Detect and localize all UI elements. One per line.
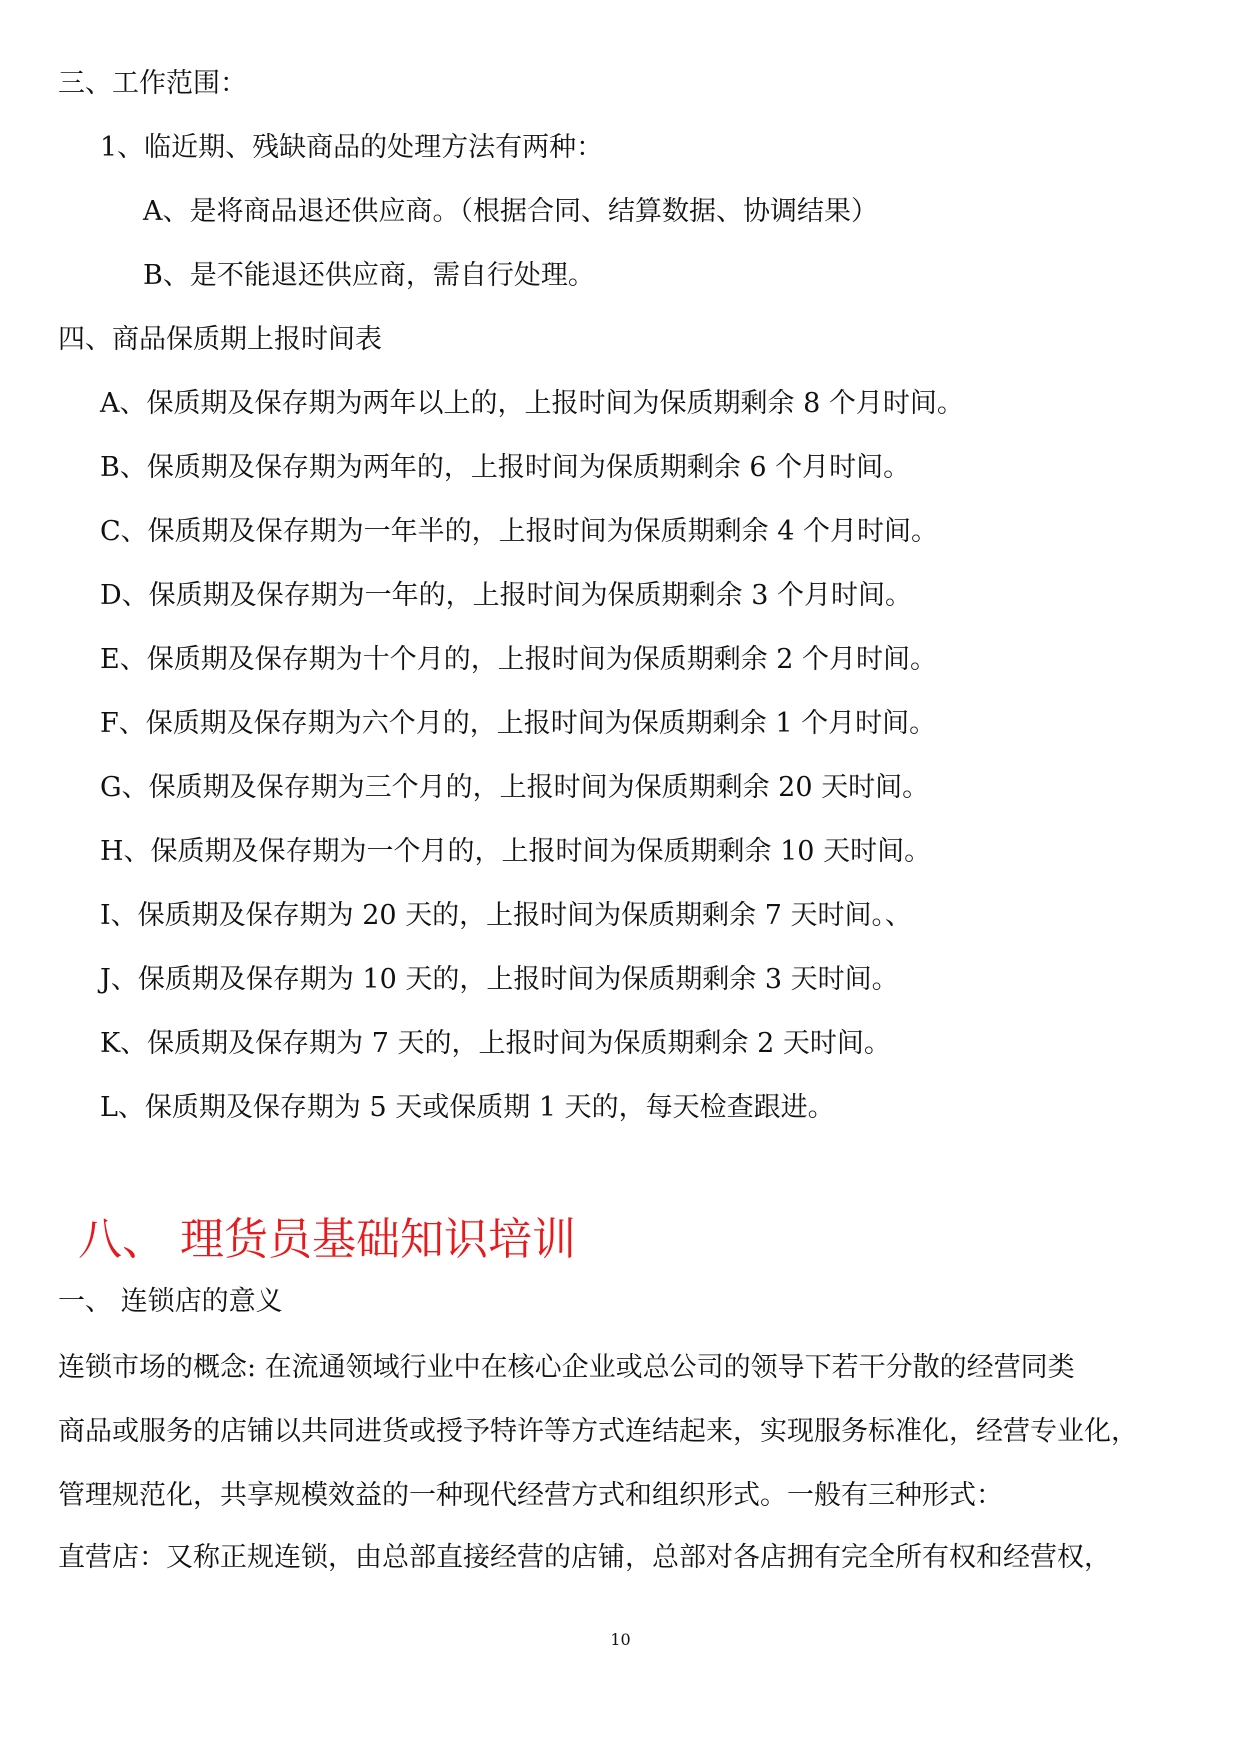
page-number: 10 [610, 1630, 631, 1649]
shelf-life-item: F、保质期及保存期为六个月的，上报时间为保质期剩余 1 个月时间。 [100, 708, 937, 739]
shelf-life-item: E、保质期及保存期为十个月的，上报时间为保质期剩余 2 个月时间。 [100, 644, 938, 675]
section3-item1: 1、临近期、残缺商品的处理方法有两种： [100, 132, 604, 163]
paragraph-line: 直营店：又称正规连锁，由总部直接经营的店铺，总部对各店拥有完全所有权和经营权， [58, 1542, 1111, 1573]
shelf-life-item: A、保质期及保存期为两年以上的，上报时间为保质期剩余 8 个月时间。 [100, 388, 964, 419]
chapter-title: 八、 理货员基础知识培训 [78, 1214, 576, 1265]
shelf-life-item: B、保质期及保存期为两年的，上报时间为保质期剩余 6 个月时间。 [100, 452, 911, 483]
section3-sub-b: B、是不能退还供应商，需自行处理。 [143, 260, 595, 291]
section4-heading: 四、商品保质期上报时间表 [58, 324, 382, 355]
paragraph-line: 连锁市场的概念: 在流通领域行业中在核心企业或总公司的领导下若干分散的经营同类 [58, 1352, 1075, 1383]
shelf-life-item: L、保质期及保存期为 5 天或保质期 1 天的，每天检查跟进。 [100, 1092, 835, 1123]
shelf-life-item: H、保质期及保存期为一个月的，上报时间为保质期剩余 10 天时间。 [100, 836, 932, 867]
shelf-life-item: K、保质期及保存期为 7 天的，上报时间为保质期剩余 2 天时间。 [100, 1028, 891, 1059]
section3-heading: 三、工作范围： [58, 68, 247, 99]
shelf-life-item: C、保质期及保存期为一年半的，上报时间为保质期剩余 4 个月时间。 [100, 516, 939, 547]
chapter8-subheading: 一、 连锁店的意义 [58, 1286, 283, 1317]
shelf-life-item: I、保质期及保存期为 20 天的，上报时间为保质期剩余 7 天时间。、 [100, 900, 913, 931]
paragraph-line: 管理规范化，共享规模效益的一种现代经营方式和组织形式。一般有三种形式： [58, 1480, 1003, 1511]
shelf-life-item: G、保质期及保存期为三个月的，上报时间为保质期剩余 20 天时间。 [100, 772, 930, 803]
shelf-life-item: J、保质期及保存期为 10 天的，上报时间为保质期剩余 3 天时间。 [100, 964, 899, 995]
shelf-life-item: D、保质期及保存期为一年的，上报时间为保质期剩余 3 个月时间。 [100, 580, 912, 611]
paragraph-line: 商品或服务的店铺以共同进货或授予特许等方式连结起来，实现服务标准化，经营专业化， [58, 1416, 1138, 1447]
section3-sub-a: A、是将商品退还供应商。（根据合同、结算数据、协调结果） [143, 196, 878, 227]
